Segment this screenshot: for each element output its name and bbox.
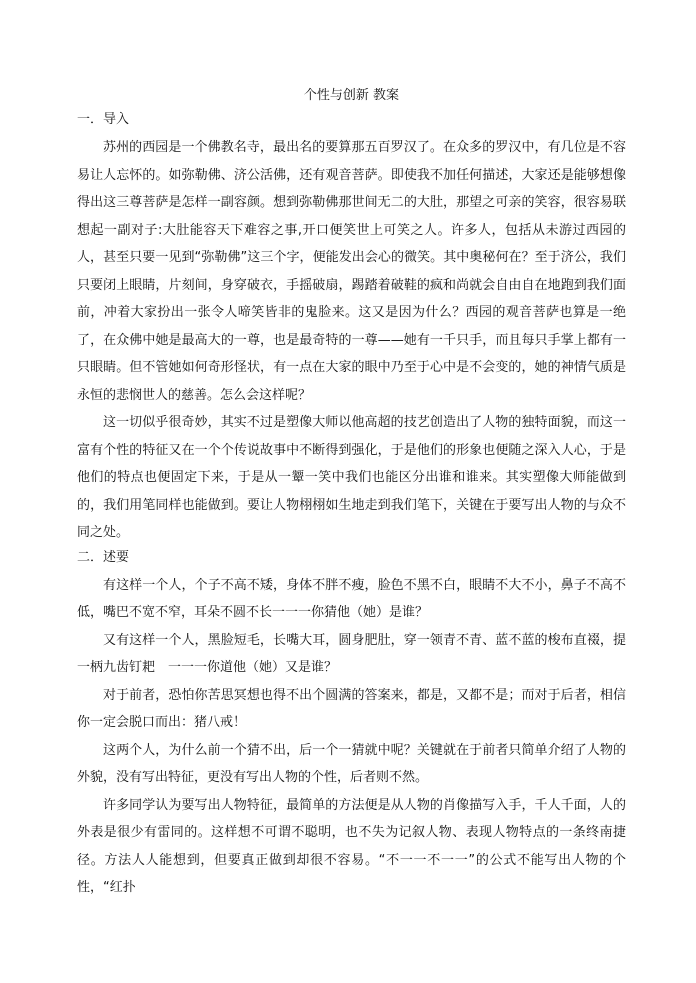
section-heading-intro: 一．导入 [77, 112, 130, 127]
paragraph: 对于前者，恐怕你苦思冥想也得不出个圆满的答案来，都是，又都不是；而对于后者，相信你一定会脱口而出：猪八戒！ [77, 687, 626, 730]
paragraph: 这一切似乎很奇妙，其实不过是塑像大师以他高超的技艺创造出了人物的独特面貌，而这一富有个性的特征又在一个个传说故事中不断得到强化，于是他们的形象也便随之深入人心，于是他们的特点也便固定下来，于是从一颦一笑中我们也能区分出谁和谁来。其实塑像大师能做到的，我们用笔同样也能做到。要让人物栩栩如生地走到我们笔下，关键在于要写出人物的与众不同之处。 [77, 415, 626, 540]
document-title: 个性与创新 教案 [303, 88, 400, 103]
paragraph: 有这样一个人，个子不高不矮，身体不胖不瘦，脸色不黑不白，眼睛不大不小，鼻子不高不低，嘴巴不宽不窄，耳朵不圆不长一一一你猜他（她）是谁？ [77, 577, 626, 620]
section-heading-summary: 二．述要 [77, 549, 130, 565]
paragraph: 苏州的西园是一个佛教名寺，最出名的要算那五百罗汉了。在众多的罗汉中，有几位是不容易让人忘怀的。如弥勒佛、济公活佛，还有观音菩萨。即使我不加任何描述，大家还是能够想像得出这三尊菩萨是怎样一副容颜。想到弥勒佛那世间无二的大肚，那望之可亲的笑容，很容易联想起一副对子:大肚能容天下难容之事,开口便笑世上可笑之人。许多人，包括从未游过西园的人，甚至只要一见到“弥勒佛”这三个字，便能发出会心的微笑。其中奥秘何在？至于济公，我们只要闭上眼睛，片刻间，身穿破衣，手摇破扇，踢踏着破鞋的疯和尚就会自由自在地跑到我们面前，冲着大家扮出一张令人啼笑皆非的鬼脸来。这又是因为什么？西园的观音菩萨也算是一绝了，在众佛中她是最高大的一尊，也是最奇特的一尊——她有一千只手，而且每只手掌上都有一只眼睛。但不管她如何奇形怪状，有一点在大家的眼中乃至于心中是不会变的，她的神情气质是永恒的悲悯世人的慈善。怎么会这样呢？ [77, 140, 626, 403]
paragraph: 许多同学认为要写出人物特征，最简单的方法便是从人物的肖像描写入手，千人千面，人的外表是很少有雷同的。这样想不可谓不聪明，也不失为记叙人物、表现人物特点的一条终南捷径。方法人人能想到，但要真正做到却很不容易。“不一一不一一”的公式不能写出人物的个性，“红扑 [77, 797, 626, 895]
paragraph: 又有这样一个人，黑脸短毛，长嘴大耳，圆身肥肚，穿一领青不青、蓝不蓝的梭布直裰，提一柄九齿钉耙 一一一你道他（她）又是谁？ [77, 632, 626, 675]
paragraph: 这两个人，为什么前一个猜不出，后一个一猜就中呢？关键就在于前者只简单介绍了人物的外貌，没有写出特征，更没有写出人物的个性，后者则不然。 [77, 742, 626, 785]
